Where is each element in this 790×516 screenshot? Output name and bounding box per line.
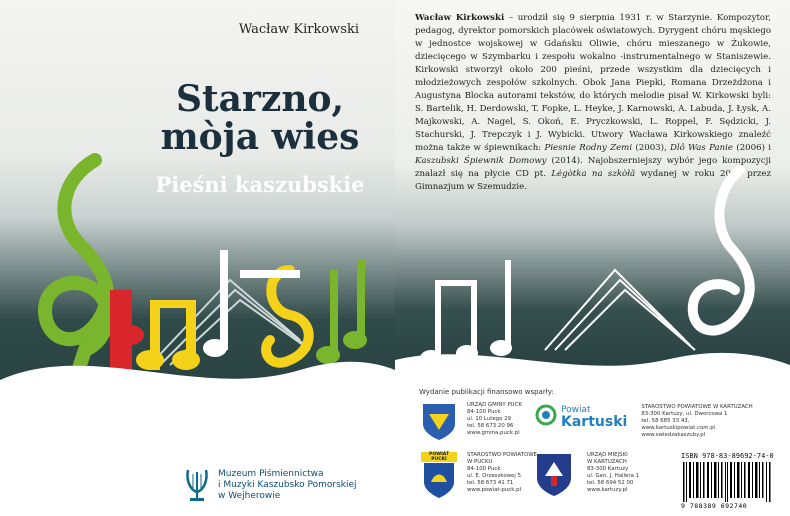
sponsor-2-line: tel. 58 685 33 43, xyxy=(641,418,690,424)
sponsor-1-name: URZĄD GMINY PUCK xyxy=(467,402,522,408)
barcode-icon xyxy=(681,462,773,502)
sponsor-3-line: 84-100 Puck xyxy=(467,466,501,472)
sponsor-1-line: www.gmina.puck.pl xyxy=(467,430,520,436)
publisher-name xyxy=(218,469,357,502)
sponsor-2-line: www.swiedzakaszuby.pl xyxy=(641,432,706,438)
book-subtitle: Pieśni kaszubskie xyxy=(155,172,365,197)
isbn-label: ISBN 978-83-89692-74-0 xyxy=(681,452,774,460)
sponsor-2-line: 83-300 Kartuzy, ul. Dworcowa 1 xyxy=(641,411,728,417)
sponsor-gmina-puck xyxy=(421,402,522,442)
publisher-line-3: w Wejherowie xyxy=(218,490,281,501)
sponsor-3-line: W PUCKU xyxy=(467,459,493,465)
bio-book-4: Lėgòtka na szkòłã xyxy=(551,169,636,179)
publisher-block xyxy=(184,466,357,504)
title-line-2: mòja wies xyxy=(160,116,360,158)
kartuzy-crest-icon xyxy=(535,452,573,498)
sponsor-powiat-kartuski xyxy=(535,404,753,439)
publisher-line-2: i Muzyki Kaszubsko Pomorskiej xyxy=(218,479,357,490)
back-cover xyxy=(395,0,790,516)
bio-book-2: Dlô Was Panie xyxy=(670,143,734,153)
museum-lyre-icon xyxy=(184,466,210,504)
sponsor-1-line: 84-100 Puck xyxy=(467,409,501,415)
sponsor-2-line: www.kartuskipowiat.com.pl xyxy=(641,425,716,431)
book-title xyxy=(140,80,380,156)
powiat-kartuski-logo-text xyxy=(561,404,627,439)
sponsor-3-line: tel. 58 673 41 71 xyxy=(467,480,514,486)
sponsor-powiat-pucki xyxy=(421,452,537,504)
barcode-digits: 9 788389 692740 xyxy=(681,502,748,510)
sponsor-4-line: ul. Gen. J. Hallera 1 xyxy=(587,473,640,479)
title-line-1: Starzno, xyxy=(175,78,345,120)
sponsor-4-line: tel. 58 694 52 00 xyxy=(587,480,634,486)
sponsor-urzad-miejski-kartuzy xyxy=(535,452,639,498)
bio-text-2: (2003), xyxy=(632,143,671,153)
treble-clef-icon xyxy=(45,160,107,365)
sponsor-1-line: tel. 58 673 20 96 xyxy=(467,423,514,429)
sponsor-2-name: STAROSTWO POWIATOWE W KARTUZACH xyxy=(641,404,753,410)
sponsor-4-line: www.kartuzy.pl xyxy=(587,487,628,493)
puck-badge-label: POWIAT PUCKI xyxy=(421,452,457,462)
sponsor-1-line: ul. 10 Lutego 29 xyxy=(467,416,511,422)
bio-book-1: Piesnie Rodny Zemi xyxy=(544,143,633,153)
bio-text-1: – urodził się 9 sierpnia 1931 r. w Starzynie. Kompozytor, pedagog, dyrektor pomorskich placówek oświatowych. Dyrygent chóru męskiego w jednostce wojskowej w Gdańsku Oliwie, chóru mieszanego w Żukowie, dziecięcego w Szymbarku i zespołu wokalno -instrumentalnego w Staniszewie. Kirkowski stworzył około 200 pieśni, przede wszystkim dla dziecięcych i młodzieżowych zespołów szkolnych. Obok Jana Piepki, Romana Drzeżdżona i Augustyna Blocka autorami tekstów, do których melodie pisał W. Kirkowski byli: S. Bartelik, H. Derdowski, T. Fopke, L. Heyke, J. Karnowski, A. Labuda, J. Łysk, A. Majkowski, A. Nagel, S. Okoń, E. Pryczkowski, L. Roppel, F. Sędzicki, J. Stachurski, J. Trepczyk i J. Wybicki. Utwory Wacława Kirkowskiego znaleźć można także w śpiewnikach: xyxy=(415,13,771,153)
bio-text-5: wydanej w roku 2008 przez Gimnazjum w Szemudzie. xyxy=(415,169,772,192)
powiat-logo-line-2: Kartuski xyxy=(561,414,628,430)
front-author: Wacław Kirkowski xyxy=(238,22,359,37)
funding-label: Wydanie publikacji finansowo wsparły: xyxy=(419,388,554,396)
sponsor-4-name: URZĄD MIEJSKI xyxy=(587,452,628,458)
powiat-logo-line-1: Powiat xyxy=(561,405,591,415)
sponsor-4-line: 83-300 Kartuzy xyxy=(587,466,629,472)
bio-book-3: Kaszubski Śpiewnik Domowy xyxy=(415,156,547,166)
bio-text-3: (2006) i xyxy=(733,143,771,153)
sponsor-3-line: ul. E. Orzeszkowej 5 xyxy=(467,473,522,479)
sponsor-3-name: STAROSTWO POWIATOWE xyxy=(467,452,537,458)
sponsor-3-line: www.powiat-puck.pl xyxy=(467,487,521,493)
publisher-line-1: Muzeum Piśmiennictwa xyxy=(218,468,324,479)
sponsor-4-line: W KARTUZACH xyxy=(587,459,627,465)
bio-text-4: (2014). Najobszerniejszy wybór jego kompozycji znalazł się na płycie CD pt. xyxy=(415,156,772,179)
powiat-pucki-crest-icon xyxy=(421,462,457,500)
bio-author: Wacław Kirkowski xyxy=(415,13,505,23)
powiat-kartuski-logo-icon xyxy=(535,404,557,426)
gmina-puck-crest-icon xyxy=(421,402,457,442)
treble-clef-white-icon xyxy=(693,170,750,331)
